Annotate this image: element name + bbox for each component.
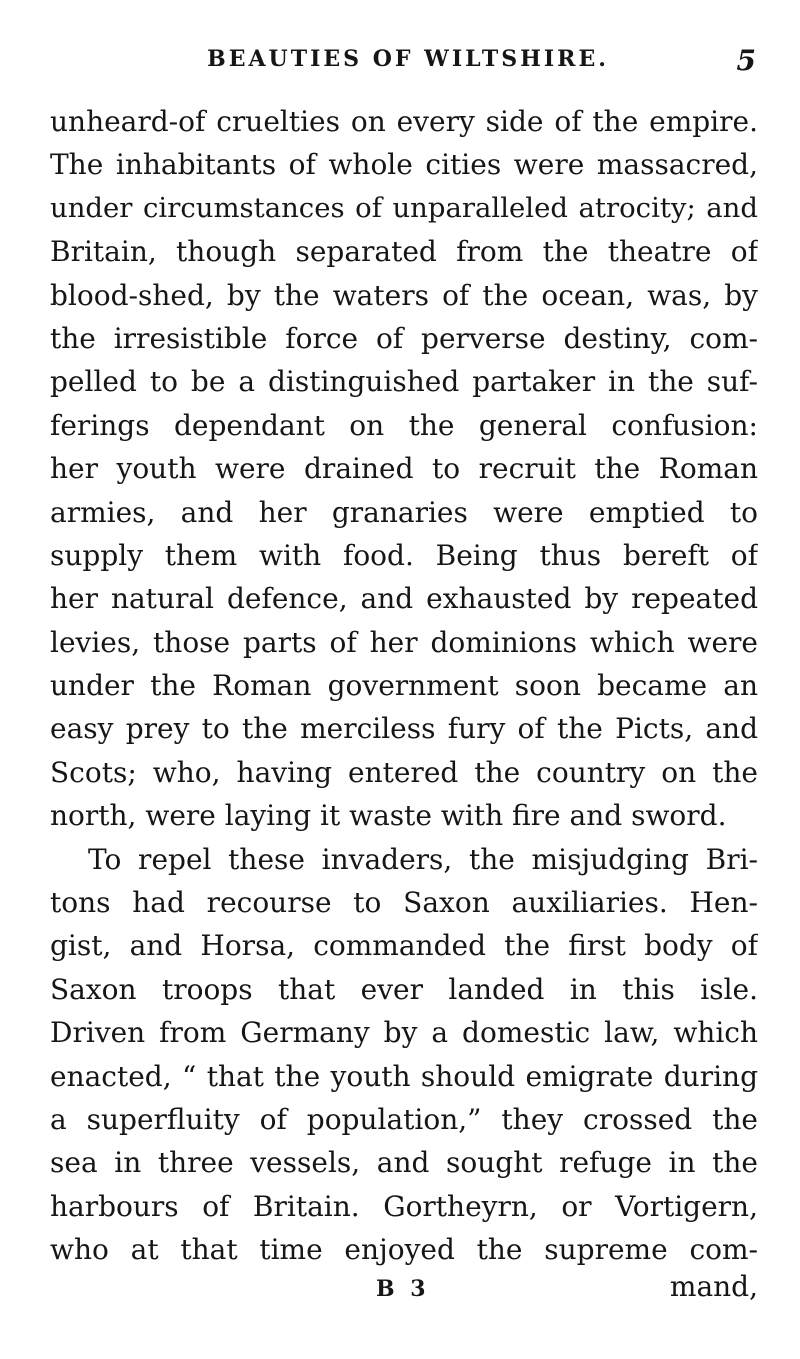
page-number: 5	[736, 44, 756, 77]
text-line: unheard-of cruelties on every side of the empire.	[50, 105, 758, 138]
catchword: mand,	[669, 1270, 758, 1303]
text-line: The inhabitants of whole cities were massacred,	[50, 148, 758, 182]
text-line: armies, and her granaries were emptied to	[50, 495, 758, 529]
text-line: Driven from Germany by a domestic law, which	[50, 1016, 758, 1050]
text-line: pelled to be a distinguished partaker in the suf-	[50, 365, 758, 399]
text-line: Saxon troops that ever landed in this isle.	[50, 972, 758, 1006]
page-footer	[0, 1270, 800, 1316]
text-line: who at that time enjoyed the supreme com-	[50, 1233, 758, 1267]
text-line: easy prey to the merciless fury of the Picts, and	[50, 712, 758, 746]
text-line: the irresistible force of perverse destiny, com-	[50, 321, 758, 355]
text-line: enacted, “ that the youth should emigrate during	[50, 1059, 758, 1093]
text-line: tons had recourse to Saxon auxiliaries. Hen-	[50, 886, 758, 920]
body-text	[50, 100, 758, 1272]
page-header	[0, 44, 800, 78]
text-line: under circumstances of unparalleled atrocity; and	[50, 191, 758, 224]
text-line: sea in three vessels, and sought refuge in the	[50, 1146, 758, 1180]
text-line: ferings dependant on the general confusion:	[50, 408, 758, 442]
text-line: her youth were drained to recruit the Roman	[50, 452, 758, 486]
text-line: harbours of Britain. Gortheyrn, or Vortigern,	[50, 1189, 758, 1223]
text-line: blood-shed, by the waters of the ocean, was, by	[50, 278, 758, 312]
text-line: levies, those parts of her dominions which were	[50, 625, 758, 659]
text-line: Scots; who, having entered the country on the	[50, 755, 758, 789]
text-line: under the Roman government soon became an	[50, 669, 758, 703]
text-line: gist, and Horsa, commanded the first body of	[50, 929, 758, 963]
text-line: her natural defence, and exhausted by repeated	[50, 582, 758, 616]
text-line: To repel these invaders, the misjudging Bri-	[88, 842, 758, 876]
text-line: a superfluity of population,” they crossed the	[50, 1102, 758, 1136]
signature-mark: B 3	[376, 1276, 430, 1302]
text-line: Britain, though separated from the theatre of	[50, 235, 758, 269]
running-title: BEAUTIES OF WILTSHIRE.	[207, 46, 609, 72]
text-line: supply them with food. Being thus bereft of	[50, 538, 758, 572]
text-line: north, were laying it waste with fire and sword.	[50, 799, 727, 833]
